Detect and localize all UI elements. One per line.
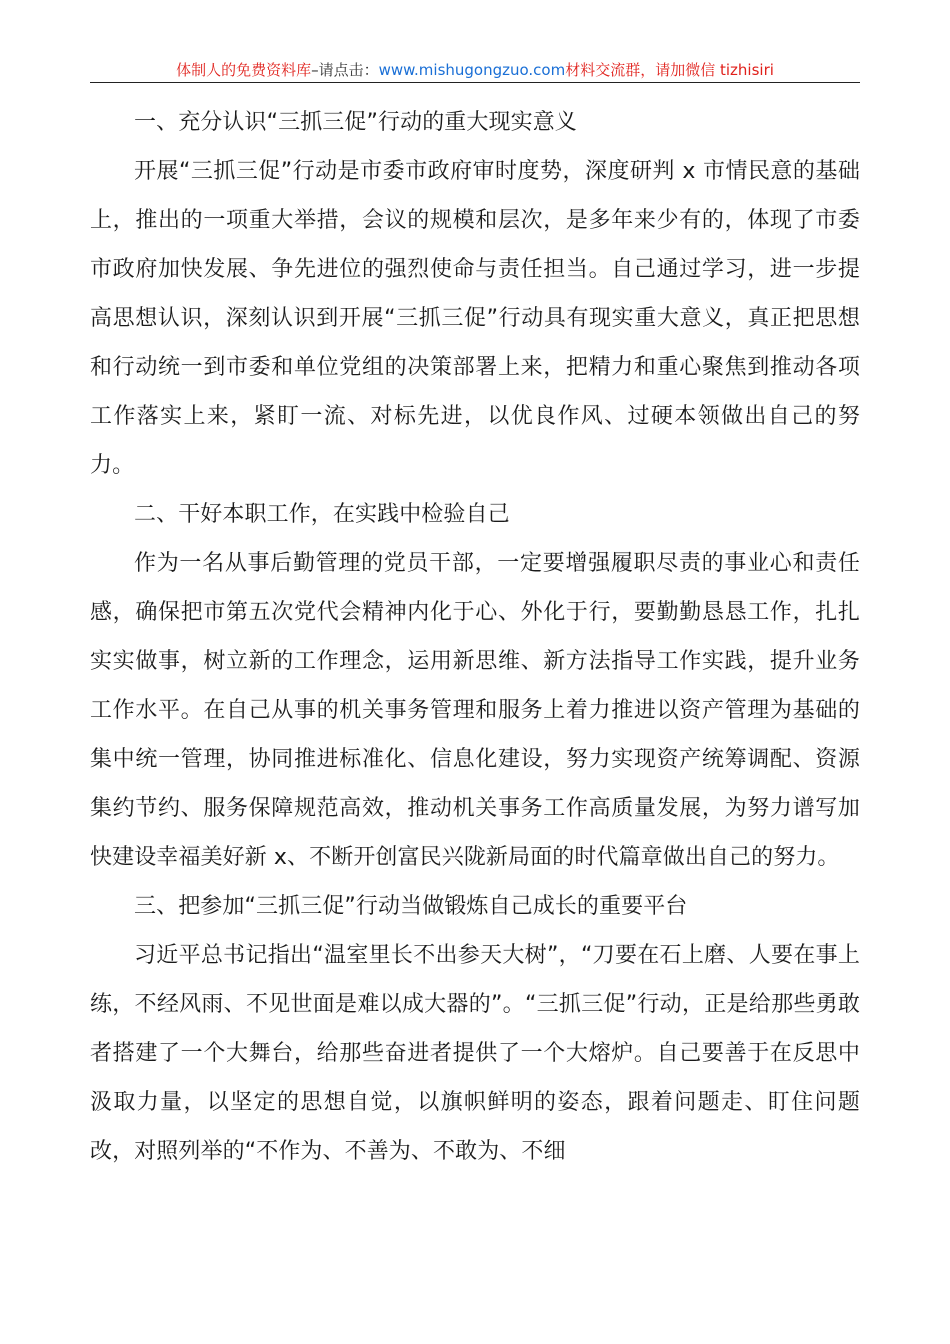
page-header: [90, 58, 860, 82]
document-body: [90, 98, 860, 1176]
header-divider: [90, 82, 860, 83]
header-contact-note: 材料交流群，请加微信 tizhisiri: [565, 61, 774, 79]
section-3-paragraph: 习近平总书记指出“温室里长不出参天大树”，“刀要在石上磨、人要在事上练，不经风雨、不见世面是难以成大器的”。“三抓三促”行动，正是给那些勇敢者搭建了一个大舞台，给那些奋进者提供了一个大熔炉。自己要善于在反思中汲取力量，以坚定的思想自觉，以旗帜鲜明的姿态，跟着问题走、盯住问题改，对照列举的“不作为、不善为、不敢为、不细: [90, 943, 860, 1164]
section-1-paragraph: 开展“三抓三促”行动是市委市政府审时度势，深度研判 x 市情民意的基础上，推出的一项重大举措，会议的规模和层次，是多年来少有的，体现了市委市政府加快发展、争先进位的强烈使命与责任担当。自己通过学习，进一步提高思想认识，深刻认识到开展“三抓三促”行动具有现实重大意义，真正把思想和行动统一到市委和单位党组的决策部署上来，把精力和重心聚焦到推动各项工作落实上来，紧盯一流、对标先进，以优良作风、过硬本领做出自己的努力。: [90, 159, 860, 478]
section-2-heading: 二、干好本职工作，在实践中检验自己: [134, 502, 510, 527]
header-library-name: 体制人的免费资料库: [176, 61, 312, 79]
section-2-paragraph: 作为一名从事后勤管理的党员干部，一定要增强履职尽责的事业心和责任感，确保把市第五次党代会精神内化于心、外化于行，要勤勤恳恳工作，扎扎实实做事，树立新的工作理念，运用新思维、新方法指导工作实践，提升业务工作水平。在自己从事的机关事务管理和服务上着力推进以资产管理为基础的集中统一管理，协同推进标准化、信息化建设，努力实现资产统筹调配、资源集约节约、服务保障规范高效，推动机关事务工作高质量发展，为努力谱写加快建设幸福美好新 x、不断开创富民兴陇新局面的时代篇章做出自己的努力。: [90, 551, 860, 870]
section-3-heading: 三、把参加“三抓三促”行动当做锻炼自己成长的重要平台: [134, 894, 688, 919]
header-url-link[interactable]: www.mishugongzuo.com: [378, 61, 566, 79]
section-1-heading: 一、充分认识“三抓三促”行动的重大现实意义: [134, 110, 577, 135]
header-separator: –请点击：: [311, 61, 379, 79]
